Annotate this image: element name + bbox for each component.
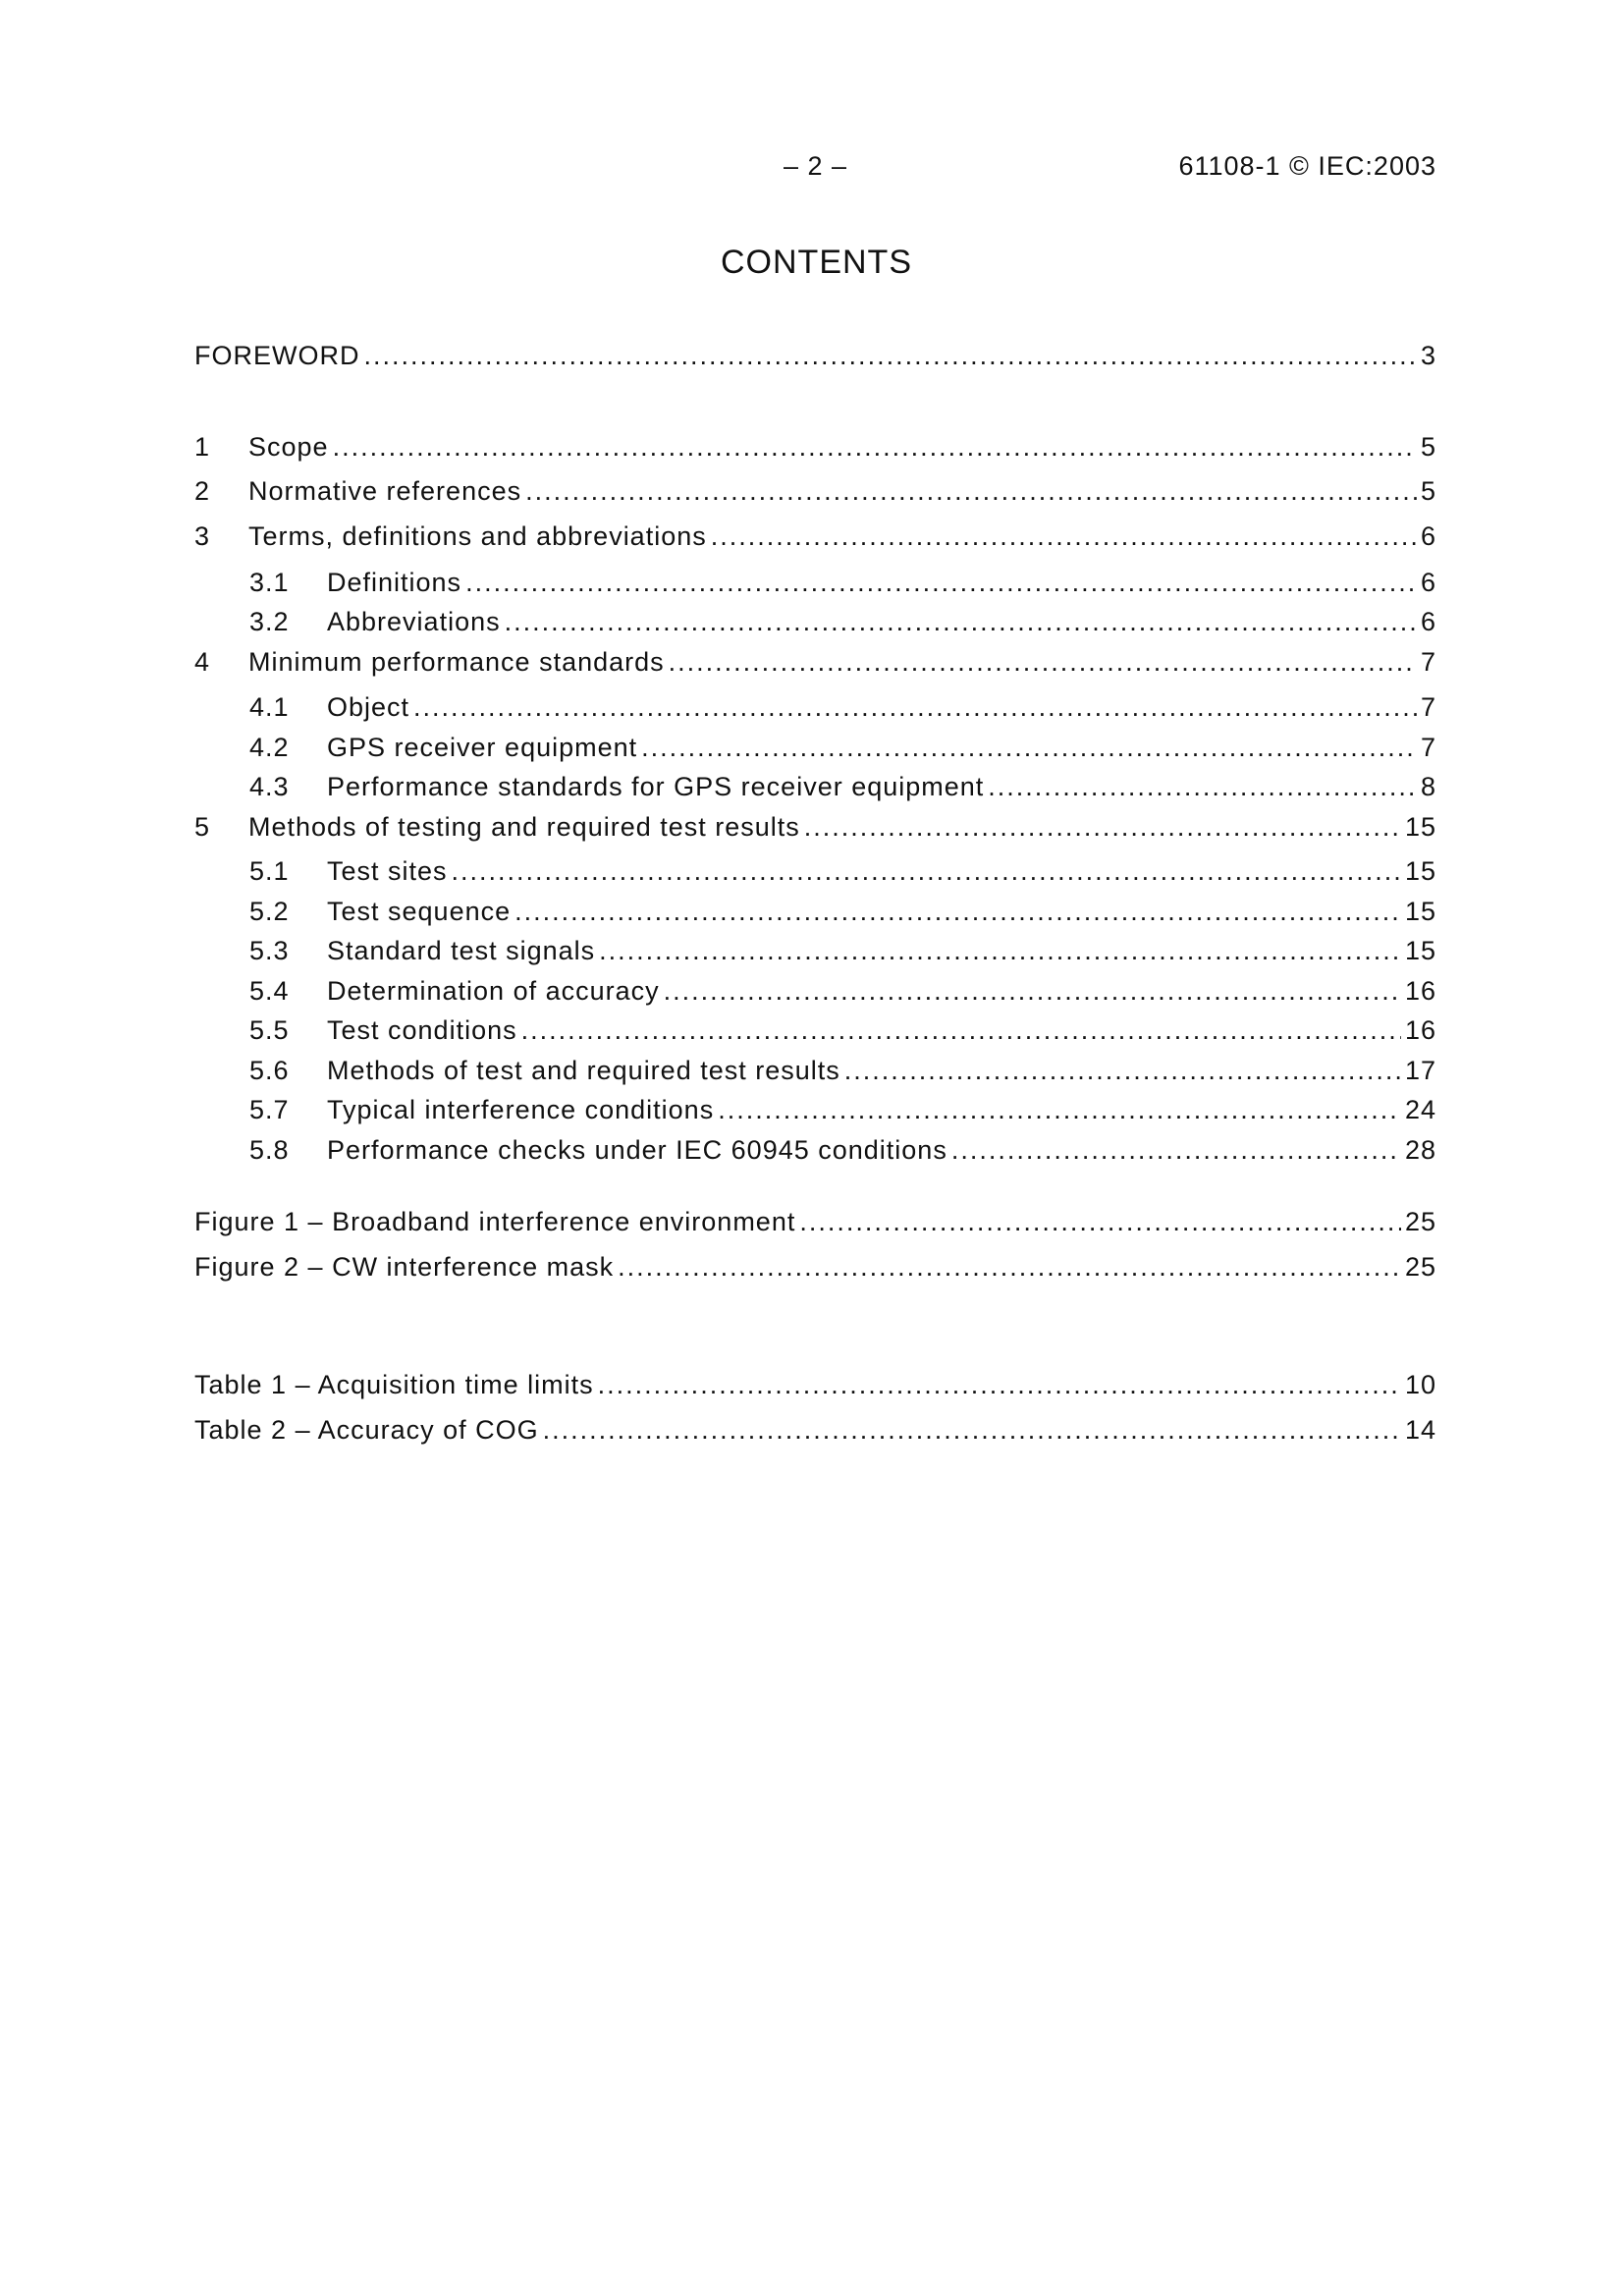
toc-entry-figure-2[interactable] xyxy=(194,1250,1436,1284)
toc-entry-label: Minimum performance standards xyxy=(248,647,665,677)
contents-title: CONTENTS xyxy=(721,244,912,281)
toc-entry-section-5-1[interactable] xyxy=(194,854,1436,888)
toc-entry-page: 16 xyxy=(1404,1015,1436,1045)
toc-entry-number: 4.1 xyxy=(249,692,290,722)
dot-leader xyxy=(333,430,1417,464)
toc-entry-label: Normative references xyxy=(248,476,522,506)
document-reference: 61108-1 © IEC:2003 xyxy=(1178,151,1436,181)
toc-entry-label: Scope xyxy=(248,432,329,462)
toc-entry-section-4-3[interactable] xyxy=(194,770,1436,803)
toc-entry-section-5-6[interactable] xyxy=(194,1054,1436,1087)
toc-entry-label: Determination of accuracy xyxy=(327,976,660,1006)
toc-entry-page: 7 xyxy=(1420,733,1436,762)
toc-entry-page: 15 xyxy=(1404,856,1436,886)
toc-entry-section-4-2[interactable] xyxy=(194,731,1436,764)
dot-leader xyxy=(951,1133,1401,1167)
toc-entry-number: 3.1 xyxy=(249,568,290,597)
toc-entry-page: 7 xyxy=(1420,692,1436,722)
dot-leader xyxy=(363,339,1416,372)
dot-leader xyxy=(641,731,1417,764)
toc-entry-section-3-2[interactable] xyxy=(194,605,1436,638)
toc-entry-page: 24 xyxy=(1404,1095,1436,1124)
toc-entry-label: Test conditions xyxy=(327,1015,517,1045)
toc-entry-page: 16 xyxy=(1404,976,1436,1006)
toc-entry-page: 14 xyxy=(1404,1415,1436,1445)
toc-entry-label: GPS receiver equipment xyxy=(327,733,638,762)
dot-leader xyxy=(988,770,1417,803)
toc-entry-page: 6 xyxy=(1420,521,1436,551)
dot-leader xyxy=(618,1250,1401,1284)
toc-entry-page: 5 xyxy=(1420,476,1436,506)
dot-leader xyxy=(718,1093,1401,1126)
toc-entry-number: 4.2 xyxy=(249,733,290,762)
dot-leader xyxy=(525,474,1417,508)
toc-entry-page: 8 xyxy=(1420,772,1436,801)
toc-entry-number: 5.5 xyxy=(249,1015,290,1045)
toc-entry-number: 5.6 xyxy=(249,1056,290,1085)
dot-leader xyxy=(711,519,1417,553)
toc-entry-label: Performance standards for GPS receiver equipment xyxy=(327,772,985,801)
toc-entry-number: 4 xyxy=(194,647,211,677)
toc-entry-page: 15 xyxy=(1404,897,1436,926)
toc-entry-label: Test sites xyxy=(327,856,448,886)
toc-entry-label: Definitions xyxy=(327,568,462,597)
dot-leader xyxy=(844,1054,1401,1087)
toc-entry-number: 5 xyxy=(194,812,211,842)
toc-entry-number: 5.4 xyxy=(249,976,290,1006)
toc-entry-number: 5.3 xyxy=(249,936,290,965)
dot-leader xyxy=(505,605,1417,638)
toc-entry-number: 5.2 xyxy=(249,897,290,926)
toc-entry-label: Object xyxy=(327,692,410,722)
dot-leader xyxy=(543,1413,1401,1447)
toc-entry-section-5-2[interactable] xyxy=(194,895,1436,928)
dot-leader xyxy=(465,566,1417,599)
toc-entry-section-3-1[interactable] xyxy=(194,566,1436,599)
toc-entry-label: FOREWORD xyxy=(194,341,360,370)
toc-entry-section-4-1[interactable] xyxy=(194,690,1436,724)
toc-entry-section-5-7[interactable] xyxy=(194,1093,1436,1126)
dot-leader xyxy=(599,934,1401,967)
toc-entry-section-1[interactable] xyxy=(194,430,1436,464)
toc-entry-table-2[interactable] xyxy=(194,1413,1436,1447)
toc-entry-label: Performance checks under IEC 60945 conditions xyxy=(327,1135,947,1165)
toc-entry-section-5-4[interactable] xyxy=(194,974,1436,1008)
toc-entry-section-5-3[interactable] xyxy=(194,934,1436,967)
dot-leader xyxy=(598,1368,1401,1401)
toc-entry-number: 4.3 xyxy=(249,772,290,801)
toc-entry-label: Abbreviations xyxy=(327,607,501,636)
dot-leader xyxy=(799,1205,1401,1238)
toc-entry-label: Methods of test and required test results xyxy=(327,1056,840,1085)
toc-entry-page: 10 xyxy=(1404,1370,1436,1399)
toc-entry-page: 28 xyxy=(1404,1135,1436,1165)
toc-entry-page: 6 xyxy=(1420,568,1436,597)
toc-entry-section-5-5[interactable] xyxy=(194,1013,1436,1047)
toc-entry-page: 25 xyxy=(1404,1207,1436,1236)
toc-entry-number: 3 xyxy=(194,521,211,551)
toc-entry-number: 2 xyxy=(194,476,211,506)
toc-entry-page: 17 xyxy=(1404,1056,1436,1085)
running-head xyxy=(194,151,1436,191)
dot-leader xyxy=(514,895,1401,928)
toc-entry-foreword[interactable] xyxy=(194,339,1436,372)
toc-entry-number: 5.8 xyxy=(249,1135,290,1165)
toc-entry-page: 6 xyxy=(1420,607,1436,636)
dot-leader xyxy=(804,810,1401,844)
toc-entry-label: Methods of testing and required test results xyxy=(248,812,800,842)
toc-entry-label: Standard test signals xyxy=(327,936,596,965)
toc-entry-number: 1 xyxy=(194,432,211,462)
toc-entry-table-1[interactable] xyxy=(194,1368,1436,1401)
toc-entry-page: 25 xyxy=(1404,1252,1436,1282)
toc-entry-number: 5.1 xyxy=(249,856,290,886)
toc-entry-label: Test sequence xyxy=(327,897,512,926)
toc-entry-number: 3.2 xyxy=(249,607,290,636)
toc-entry-label: Figure 2 – CW interference mask xyxy=(194,1252,615,1282)
dot-leader xyxy=(521,1013,1401,1047)
toc-entry-label: Table 1 – Acquisition time limits xyxy=(194,1370,594,1399)
toc-entry-section-5-8[interactable] xyxy=(194,1133,1436,1167)
toc-entry-label: Figure 1 – Broadband interference environment xyxy=(194,1207,796,1236)
toc-entry-section-5[interactable] xyxy=(194,810,1436,844)
toc-entry-page: 7 xyxy=(1420,647,1436,677)
toc-entry-section-3[interactable] xyxy=(194,519,1436,553)
toc-entry-figure-1[interactable] xyxy=(194,1205,1436,1238)
toc-entry-section-4[interactable] xyxy=(194,645,1436,679)
dot-leader xyxy=(413,690,1417,724)
dot-leader xyxy=(669,645,1417,679)
toc-entry-page: 15 xyxy=(1404,812,1436,842)
toc-entry-label: Terms, definitions and abbreviations xyxy=(248,521,707,551)
toc-entry-label: Typical interference conditions xyxy=(327,1095,715,1124)
toc-entry-section-2[interactable] xyxy=(194,474,1436,508)
dot-leader xyxy=(664,974,1401,1008)
toc-entry-number: 5.7 xyxy=(249,1095,290,1124)
dot-leader xyxy=(452,854,1401,888)
toc-entry-page: 3 xyxy=(1420,341,1436,370)
toc-entry-page: 5 xyxy=(1420,432,1436,462)
toc-entry-page: 15 xyxy=(1404,936,1436,965)
page-number: – 2 – xyxy=(783,151,848,181)
toc-entry-label: Table 2 – Accuracy of COG xyxy=(194,1415,539,1445)
